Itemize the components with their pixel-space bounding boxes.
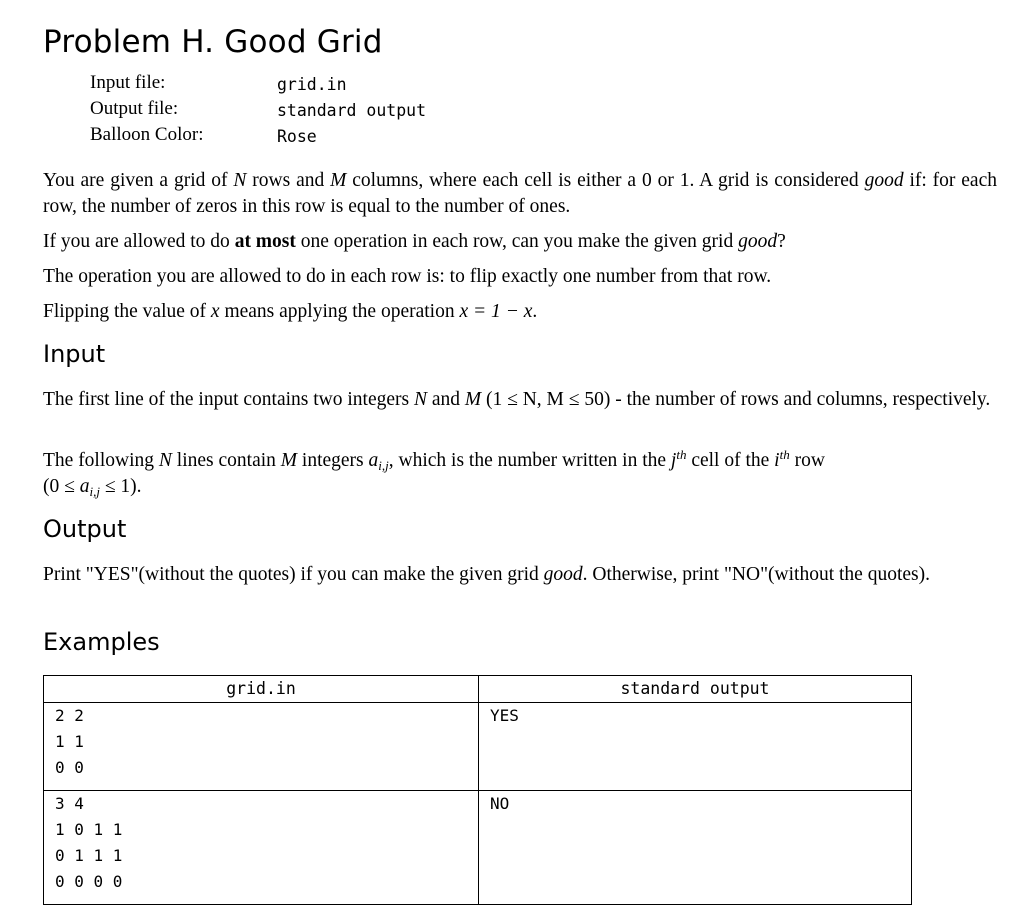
example-row <box>44 791 912 905</box>
example-input-line: 1 0 1 1 <box>55 820 123 839</box>
example-output-cell <box>479 703 912 791</box>
example-output-line: YES <box>490 706 519 725</box>
example-input-line: 1 1 <box>55 732 84 751</box>
output-heading: Output <box>43 515 127 543</box>
example-input-cell <box>44 703 479 791</box>
example-input-line: 2 2 <box>55 706 84 725</box>
statement-paragraph-4: Flipping the value of x means applying the operation x = 1 − x. <box>43 301 538 322</box>
examples-table <box>43 675 912 905</box>
output-paragraph: Print "YES"(without the quotes) if you can make the given grid good. Otherwise, print "NO"(without the quotes). <box>43 564 930 585</box>
balloon-color-label: Balloon Color: <box>90 124 204 145</box>
page-title: Problem H. Good Grid <box>43 24 383 60</box>
examples-heading: Examples <box>43 628 160 656</box>
example-input-line: 3 4 <box>55 794 84 813</box>
input-file-label: Input file: <box>90 72 166 93</box>
statement-paragraph-2: If you are allowed to do at most one operation in each row, can you make the given grid good? <box>43 231 786 252</box>
examples-output-header: standard output <box>479 676 912 703</box>
example-input-line: 0 0 0 0 <box>55 872 123 891</box>
input-file-value: grid.in <box>277 75 347 94</box>
input-heading: Input <box>43 340 106 368</box>
statement-paragraph-1: You are given a grid of N rows and M columns, where each cell is either a 0 or 1. A grid is considered good if: for each row, the number of zeros in this row is equal to the number of ones. <box>43 170 997 217</box>
example-row <box>44 703 912 791</box>
input-paragraph-1: The first line of the input contains two integers N and M (1 ≤ N, M ≤ 50) - the number of rows and columns, respectively. <box>43 389 991 410</box>
output-file-label: Output file: <box>90 98 179 119</box>
example-output-line: NO <box>490 794 510 813</box>
example-input-line: 0 0 <box>55 758 84 777</box>
example-input-cell <box>44 791 479 905</box>
examples-header-row <box>44 676 912 703</box>
examples-input-header: grid.in <box>44 676 479 703</box>
output-file-value: standard output <box>277 101 427 120</box>
input-paragraph-2: The following N lines contain M integers $a_{i,j}$, which is the number written in the $j^{th}$ cell of the $i^{th}$ row $(0 \le a_{i,j} \le 1)$. <box>43 447 825 499</box>
statement-paragraph-3: The operation you are allowed to do in each row is: to flip exactly one number from that row. <box>43 266 772 287</box>
example-output-cell <box>479 791 912 905</box>
balloon-color-value: Rose <box>277 127 317 146</box>
example-input-line: 0 1 1 1 <box>55 846 123 865</box>
